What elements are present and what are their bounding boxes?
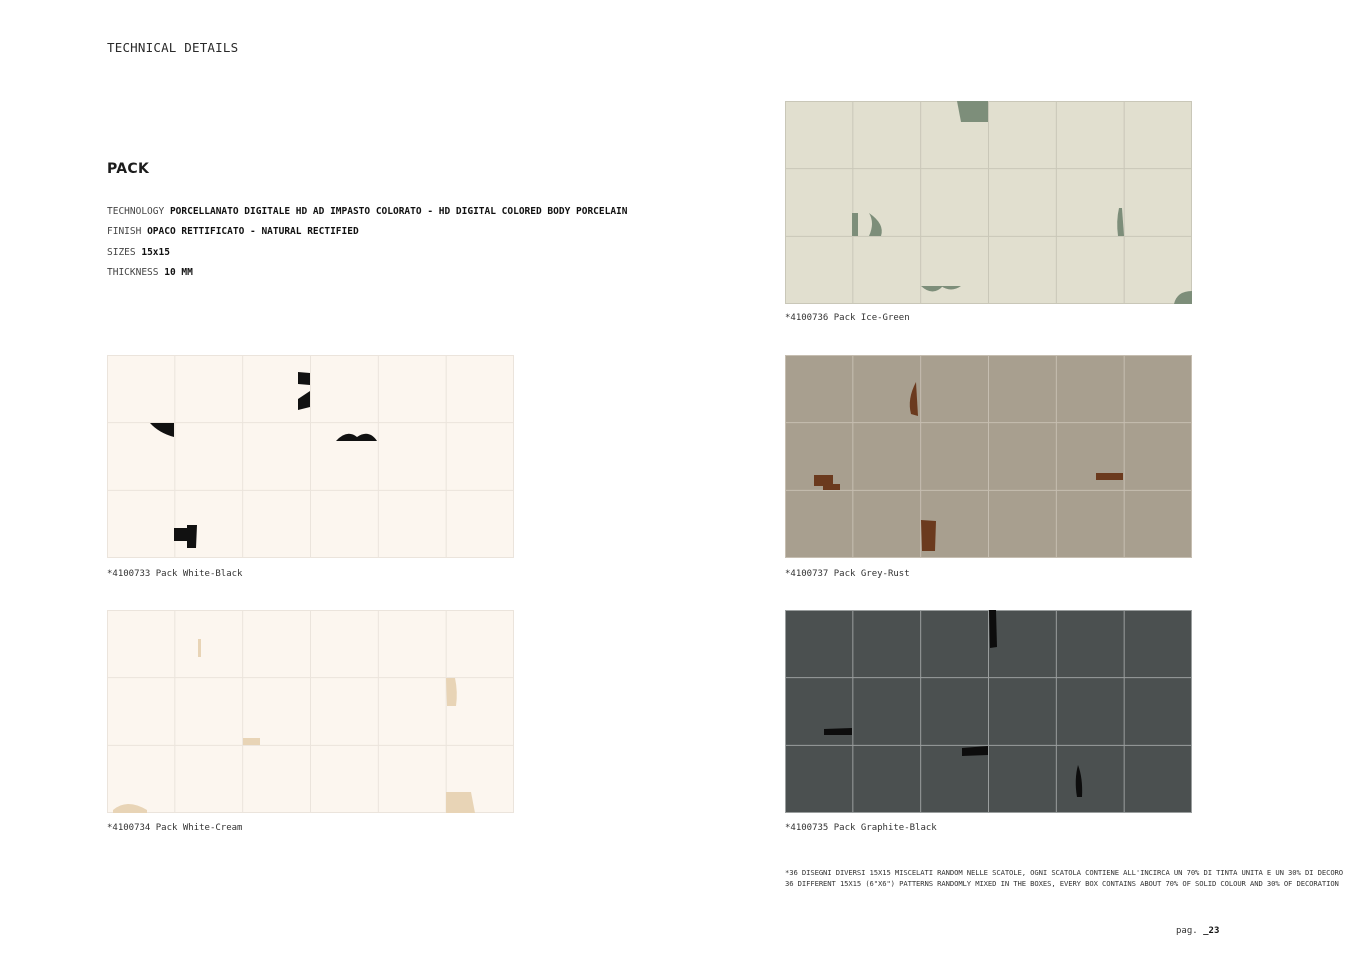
spec-thickness bbox=[107, 267, 193, 278]
pack-heading: PACK bbox=[107, 161, 150, 177]
page-number-value: _23 bbox=[1203, 926, 1220, 936]
spec-finish bbox=[107, 226, 359, 237]
spec-finish-value: OPACO RETTIFICATO - NATURAL RECTIFIED bbox=[147, 226, 359, 237]
tile-panel-ice-green bbox=[785, 101, 1192, 304]
spec-sizes-value: 15x15 bbox=[141, 247, 170, 258]
section-title: TECHNICAL DETAILS bbox=[107, 40, 239, 55]
tile-panel-white-black bbox=[107, 355, 514, 558]
tile-panel-grey-rust bbox=[785, 355, 1192, 558]
caption-ice-green: *4100736 Pack Ice-Green bbox=[785, 313, 910, 323]
spec-technology-label: TECHNOLOGY bbox=[107, 206, 165, 217]
page-number bbox=[1176, 926, 1219, 936]
spec-technology-value: PORCELLANATO DIGITALE HD AD IMPASTO COLORATO - HD DIGITAL COLORED BODY PORCELAIN bbox=[169, 206, 628, 217]
caption-graphite-black: *4100735 Pack Graphite-Black bbox=[785, 823, 937, 833]
caption-white-black: *4100733 Pack White-Black bbox=[107, 569, 243, 579]
caption-white-cream: *4100734 Pack White-Cream bbox=[107, 823, 243, 833]
spec-technology bbox=[107, 206, 628, 217]
spec-thickness-label: THICKNESS bbox=[107, 267, 159, 278]
tile-panel-white-cream bbox=[107, 610, 514, 813]
caption-grey-rust: *4100737 Pack Grey-Rust bbox=[785, 569, 910, 579]
spec-thickness-value: 10 MM bbox=[164, 267, 193, 278]
tile-panel-graphite-black bbox=[785, 610, 1192, 813]
spec-sizes bbox=[107, 247, 170, 258]
footnote-english: 36 DIFFERENT 15X15 (6"X6") PATTERNS RANDOMLY MIXED IN THE BOXES, EVERY BOX CONTAINS ABOUT 70% OF SOLID COLOUR AND 30% OF DECORATION bbox=[785, 879, 1339, 888]
spec-finish-label: FINISH bbox=[107, 226, 142, 237]
footnote-italian: *36 DISEGNI DIVERSI 15X15 MISCELATI RANDOM NELLE SCATOLE, OGNI SCATOLA CONTIENE ALL'INCIRCA UN 70% DI TINTA UNITA E UN 30% DI DECORO bbox=[785, 868, 1343, 877]
page-number-prefix: pag. bbox=[1176, 926, 1198, 936]
spec-sizes-label: SIZES bbox=[107, 247, 136, 258]
